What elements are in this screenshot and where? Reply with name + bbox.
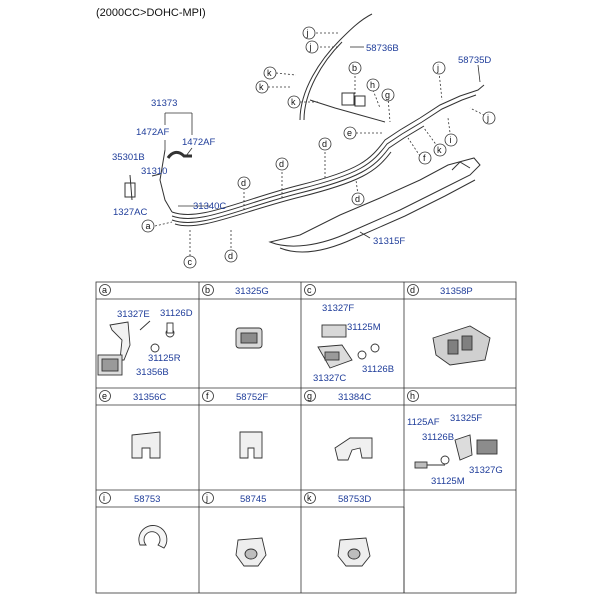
fuel-line-assembly bbox=[125, 14, 484, 226]
cell-e-part: 31356C bbox=[133, 392, 167, 403]
cell-h-31126b: 31126B bbox=[422, 432, 455, 443]
label-58736b: 58736B bbox=[366, 43, 399, 54]
label-35301b: 35301B bbox=[112, 152, 145, 163]
svg-text:d: d bbox=[410, 285, 416, 295]
svg-text:k: k bbox=[291, 97, 296, 107]
cell-h-31327g: 31327G bbox=[469, 465, 503, 476]
cell-c-31327f: 31327F bbox=[322, 303, 355, 314]
cell-b-part: 31325G bbox=[235, 286, 269, 297]
cell-f-part: 58752F bbox=[236, 392, 269, 403]
callout-j-4 bbox=[483, 112, 495, 124]
svg-text:b: b bbox=[352, 63, 358, 73]
svg-text:j: j bbox=[206, 493, 208, 503]
svg-text:c: c bbox=[307, 285, 312, 295]
svg-text:d: d bbox=[228, 251, 234, 261]
svg-text:e: e bbox=[347, 128, 353, 138]
cell-c-31327c: 31327C bbox=[313, 373, 347, 384]
svg-text:h: h bbox=[370, 80, 376, 90]
cell-c-31125m: 31125M bbox=[347, 322, 381, 333]
svg-text:e: e bbox=[102, 391, 108, 401]
label-1472af-left: 1472AF bbox=[136, 127, 170, 138]
callout-j-2 bbox=[306, 41, 318, 53]
callout-j-1 bbox=[303, 27, 315, 39]
svg-text:i: i bbox=[449, 135, 452, 145]
svg-text:j: j bbox=[487, 113, 489, 123]
cell-k-part: 58753D bbox=[338, 494, 372, 505]
svg-text:a: a bbox=[145, 221, 151, 231]
callout-j-3 bbox=[433, 62, 445, 74]
svg-text:c: c bbox=[187, 257, 192, 267]
svg-text:d: d bbox=[279, 159, 285, 169]
label-31310: 31310 bbox=[141, 166, 168, 177]
svg-text:k: k bbox=[267, 68, 272, 78]
svg-text:i: i bbox=[103, 493, 105, 503]
svg-text:j: j bbox=[306, 28, 309, 38]
svg-text:d: d bbox=[322, 139, 328, 149]
svg-text:d: d bbox=[241, 178, 247, 188]
cell-a-31126d: 31126D bbox=[160, 308, 193, 319]
svg-text:k: k bbox=[437, 145, 442, 155]
svg-text:d: d bbox=[355, 194, 361, 204]
cell-g-part: 31384C bbox=[338, 392, 372, 403]
cell-a-31125r: 31125R bbox=[148, 353, 181, 364]
cell-j-part: 58745 bbox=[240, 494, 267, 505]
cell-h-31325f: 31325F bbox=[450, 413, 483, 424]
svg-text:h: h bbox=[410, 391, 416, 401]
label-58735d: 58735D bbox=[458, 55, 492, 66]
cell-h-31125m: 31125M bbox=[431, 476, 465, 487]
svg-text:f: f bbox=[206, 391, 209, 401]
label-31373: 31373 bbox=[151, 98, 178, 109]
label-31315f: 31315F bbox=[373, 236, 406, 247]
svg-text:g: g bbox=[385, 90, 391, 100]
label-31340c: 31340C bbox=[193, 201, 227, 212]
cell-c-31126b: 31126B bbox=[362, 364, 395, 375]
svg-text:k: k bbox=[259, 82, 264, 92]
cell-i-part: 58753 bbox=[134, 494, 161, 505]
svg-text:j: j bbox=[437, 63, 439, 73]
svg-text:f: f bbox=[423, 153, 426, 163]
label-1472af-right: 1472AF bbox=[182, 137, 216, 148]
svg-text:a: a bbox=[102, 285, 108, 295]
svg-text:j: j bbox=[309, 42, 312, 52]
cell-d-part: 31358P bbox=[440, 286, 473, 297]
svg-text:k: k bbox=[307, 493, 312, 503]
label-1327ac: 1327AC bbox=[113, 207, 148, 218]
cell-a-31356b: 31356B bbox=[136, 367, 169, 378]
svg-text:g: g bbox=[307, 391, 313, 401]
cell-a-31327e: 31327E bbox=[117, 309, 150, 320]
diagram-title: (2000CC>DOHC-MPI) bbox=[96, 7, 206, 19]
svg-text:b: b bbox=[205, 285, 211, 295]
cell-h-1125af: 1125AF bbox=[407, 417, 440, 428]
